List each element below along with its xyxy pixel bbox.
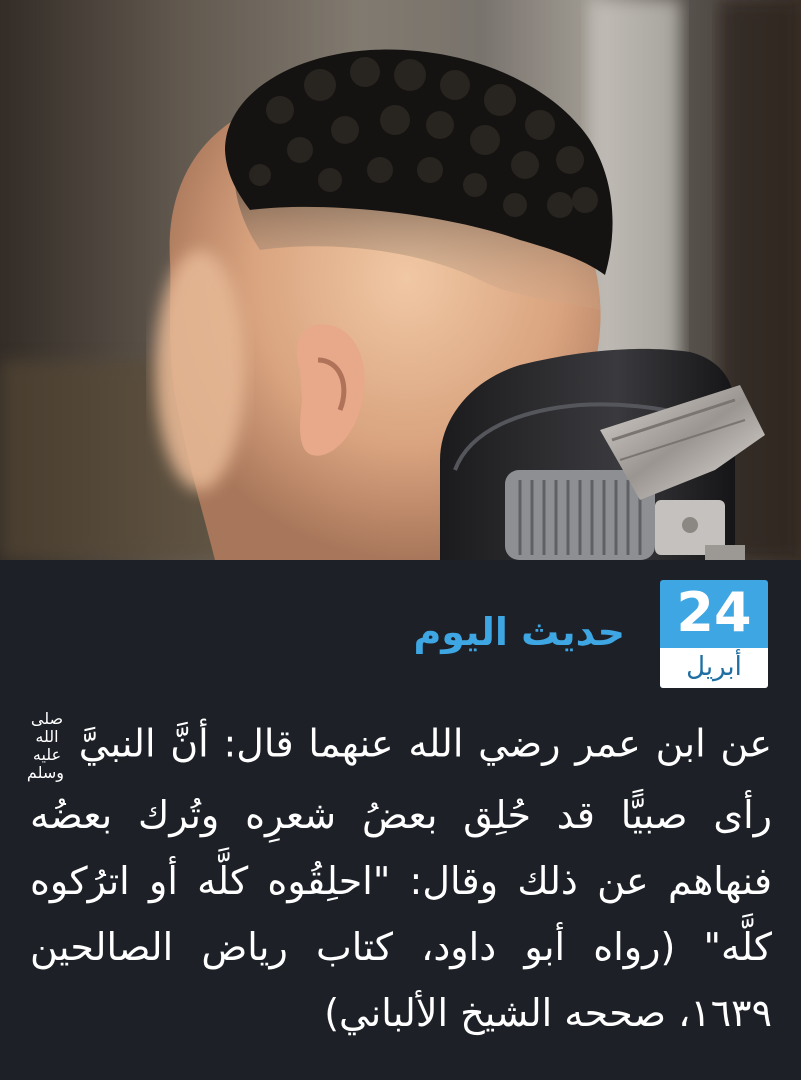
hadith-text-part2: رأى صبيًّا قد حُلِق بعضُ شعرِه وتُرك بعضُه فنهاهم عن ذلك وقال: "احلِقُوه كلَّه أو اترُكوه كلَّه" (رواه أبو داود، كتاب رياض الصالحين ١٦٣٩، صححه الشيخ الألباني) <box>30 793 772 1035</box>
honorific-ligature: صلى الله عليه وسلم <box>26 709 64 782</box>
date-month: أبريل <box>660 648 768 688</box>
date-day: 24 <box>676 581 752 644</box>
hadith-text <box>26 709 772 1046</box>
post-title: حديث اليوم <box>413 610 625 654</box>
date-badge <box>660 580 768 688</box>
hadith-text-part1: عن ابن عمر رضي الله عنهما قال: أنَّ النبيَّ <box>78 721 772 766</box>
